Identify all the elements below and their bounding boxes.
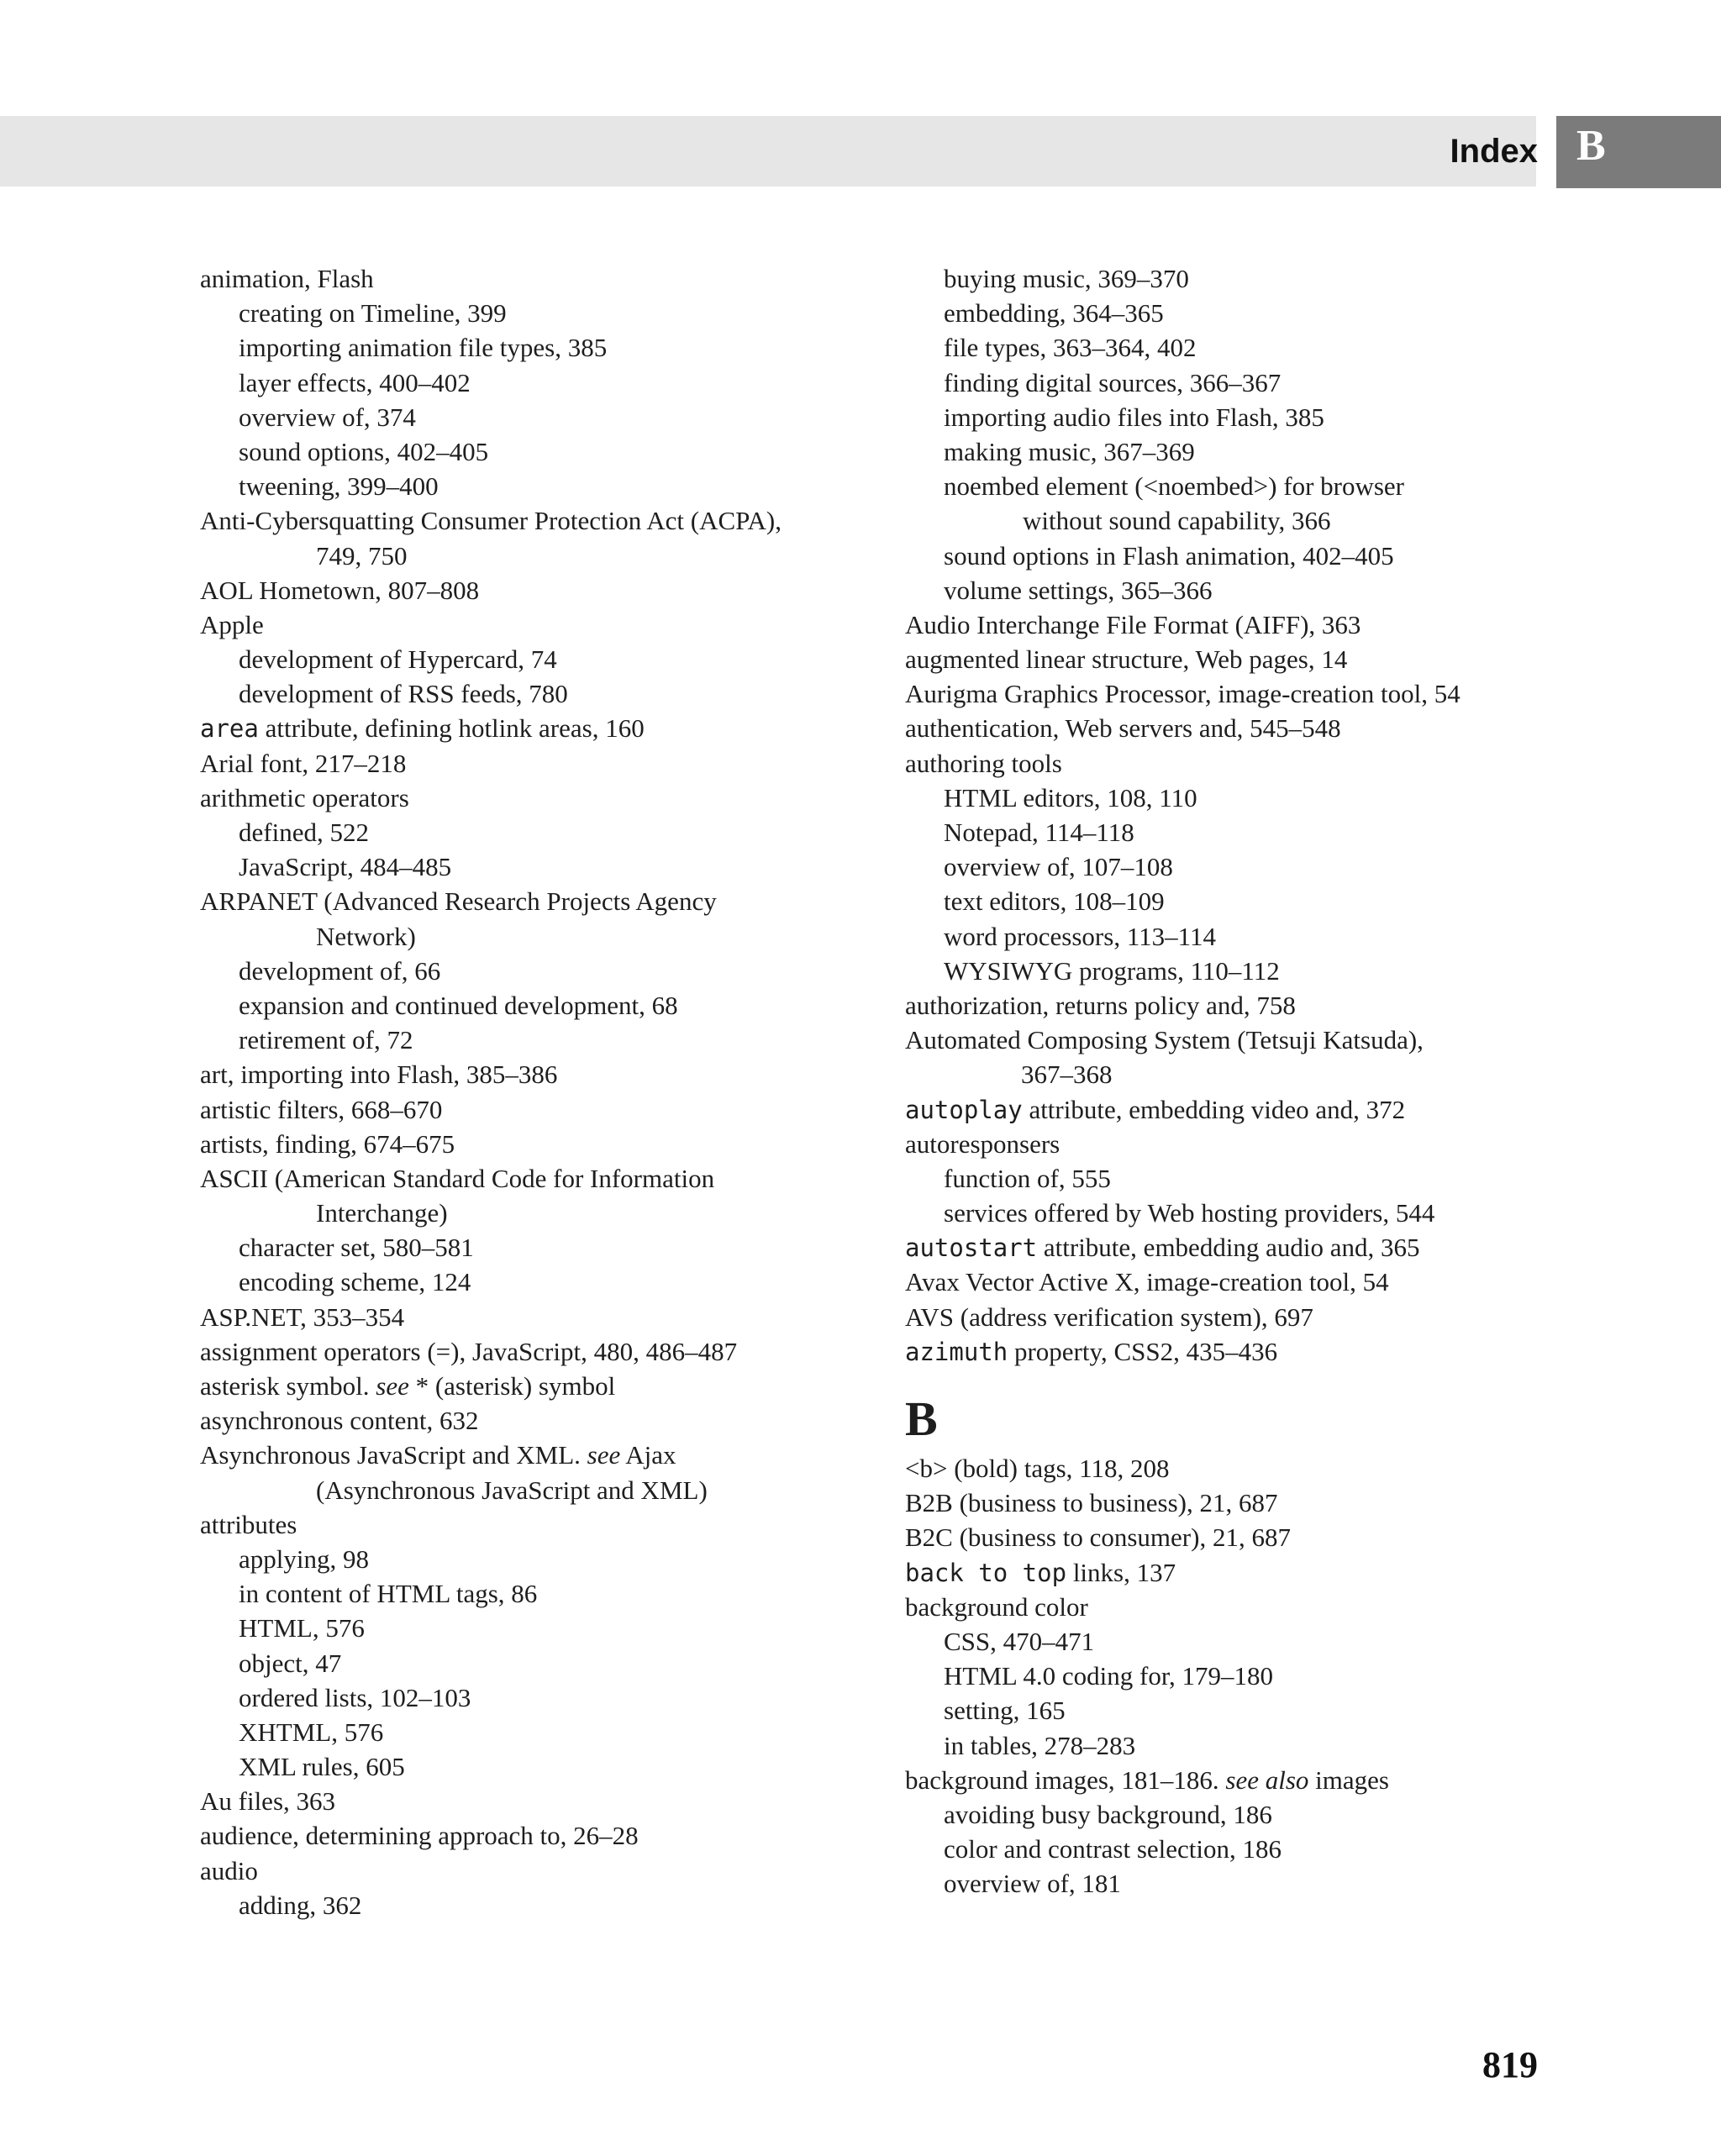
entry-text: in content of HTML tags, 86: [239, 1579, 538, 1609]
entry-text: art, importing into Flash, 385–386: [200, 1060, 558, 1090]
index-subentry: [905, 296, 1544, 330]
entry-text: adding, 362: [239, 1890, 362, 1920]
cross-reference-target: * (asterisk) symbol: [408, 1371, 616, 1401]
entry-text: overview of, 107–108: [944, 852, 1173, 882]
entry-text: AVS (address verification system), 697: [905, 1301, 1313, 1332]
entry-text: creating on Timeline, 399: [239, 298, 507, 329]
entry-text: finding digital sources, 366–367: [944, 367, 1282, 397]
entry-text: file types, 363–364, 402: [944, 333, 1197, 363]
entry-text: attribute, embedding video and, 372: [1022, 1094, 1406, 1124]
entry-text: B2C (business to consumer), 21, 687: [905, 1522, 1291, 1553]
entry-text: word processors, 113–114: [944, 921, 1217, 951]
entry-text: autoresponsers: [905, 1128, 1060, 1159]
entry-text: Notepad, 114–118: [944, 818, 1134, 847]
entry-text: artistic filters, 668–670: [200, 1094, 443, 1124]
entry-text: character set, 580–581: [239, 1233, 474, 1263]
index-entry: [905, 1590, 1544, 1624]
entry-text: layer effects, 400–402: [239, 367, 471, 397]
index-subentry: [905, 781, 1544, 815]
index-subentry: [200, 1611, 839, 1645]
entry-text: CSS, 470–471: [944, 1626, 1095, 1656]
index-subentry: [200, 330, 839, 365]
index-entry: [200, 1854, 839, 1888]
index-entry: [905, 1092, 1544, 1127]
index-entry-continuation: [200, 919, 839, 954]
entry-text: assignment operators (=), JavaScript, 480, 486–487: [200, 1336, 738, 1366]
running-header-title: Index: [1450, 133, 1538, 170]
entry-text: services offered by Web hosting providers, 544: [944, 1198, 1435, 1228]
entry-text: in tables, 278–283: [944, 1730, 1136, 1760]
index-subentry: [905, 919, 1544, 954]
index-entry: [905, 1300, 1544, 1334]
entry-text: encoding scheme, 124: [239, 1267, 471, 1297]
index-entry: [200, 503, 839, 538]
entry-text: animation, Flash: [200, 264, 374, 293]
index-entry-continuation: [905, 503, 1544, 538]
entry-text: HTML 4.0 coding for, 179–180: [944, 1661, 1273, 1691]
index-subentry: [905, 954, 1544, 988]
entry-text: Aurigma Graphics Processor, image-creation tool, 54: [905, 679, 1460, 709]
entry-text: making music, 367–369: [944, 436, 1195, 466]
entry-text: 367–368: [1021, 1060, 1113, 1090]
index-entry: [905, 1451, 1544, 1486]
index-subentry: [905, 1728, 1544, 1763]
index-subentry: [905, 400, 1544, 434]
entry-text: XML rules, 605: [239, 1752, 405, 1782]
index-subentry: [200, 1680, 839, 1715]
index-subentry: [200, 1542, 839, 1576]
index-entry: [905, 1763, 1544, 1797]
page-number: 819: [1482, 2044, 1538, 2085]
letter-tab-letter: B: [1576, 122, 1606, 170]
code-term: autoplay: [905, 1095, 1023, 1124]
code-term: area: [200, 714, 259, 744]
index-entry: [905, 1555, 1544, 1590]
entry-text: audience, determining approach to, 26–28: [200, 1821, 639, 1851]
entry-text: Network): [316, 921, 416, 951]
index-entry: [200, 781, 839, 815]
entry-text: attribute, embedding audio and, 365: [1037, 1233, 1420, 1263]
index-entry: [905, 607, 1544, 642]
index-subentry: [905, 1196, 1544, 1230]
entry-text: setting, 165: [944, 1696, 1066, 1726]
index-subentry: [200, 365, 839, 400]
index-subentry: [200, 988, 839, 1023]
index-subentry: [200, 849, 839, 884]
entry-text: Automated Composing System (Tetsuji Katsuda),: [905, 1025, 1424, 1055]
entry-text: development of Hypercard, 74: [239, 644, 557, 675]
entry-text: defined, 522: [239, 818, 369, 847]
entry-text: HTML editors, 108, 110: [944, 782, 1197, 812]
entry-text: Audio Interchange File Format (AIFF), 363: [905, 609, 1361, 639]
entry-text: asterisk symbol.: [200, 1371, 376, 1401]
index-subentry: [905, 261, 1544, 296]
index-subentry: [200, 469, 839, 503]
running-header-band: [0, 116, 1536, 187]
code-term: back to top: [905, 1558, 1067, 1587]
entry-text: overview of, 374: [239, 402, 416, 432]
entry-text: Arial font, 217–218: [200, 748, 407, 778]
index-entry: [200, 607, 839, 642]
index-entry: [200, 884, 839, 918]
index-entry: [200, 1507, 839, 1542]
index-subentry: [905, 849, 1544, 884]
entry-text: audio: [200, 1855, 258, 1885]
entry-text: development of, 66: [239, 955, 441, 986]
index-column-right: [905, 261, 1544, 1901]
index-subentry: [905, 365, 1544, 400]
entry-text: buying music, 369–370: [944, 264, 1189, 293]
entry-text: avoiding busy background, 186: [944, 1799, 1272, 1829]
entry-text: ARPANET (Advanced Research Projects Agency: [200, 886, 717, 917]
index-entry: [905, 1486, 1544, 1520]
entry-text: Au files, 363: [200, 1786, 336, 1817]
entry-text: without sound capability, 366: [1023, 506, 1331, 536]
index-subentry: [200, 1265, 839, 1299]
entry-text: property, CSS2, 435–436: [1008, 1336, 1278, 1366]
index-subentry: [905, 1659, 1544, 1693]
index-subentry: [905, 884, 1544, 918]
entry-text: expansion and continued development, 68: [239, 990, 678, 1020]
entry-text: applying, 98: [239, 1543, 369, 1574]
entry-text: (Asynchronous JavaScript and XML): [316, 1475, 708, 1505]
entry-text: ordered lists, 102–103: [239, 1682, 471, 1712]
index-subentry: [200, 815, 839, 849]
index-entry: [200, 711, 839, 745]
entry-text: text editors, 108–109: [944, 886, 1165, 917]
cross-reference-target: images: [1308, 1764, 1389, 1795]
entry-text: background images, 181–186.: [905, 1764, 1226, 1795]
entry-text: embedding, 364–365: [944, 298, 1164, 329]
index-entry: [905, 1023, 1544, 1057]
index-entry: [200, 1369, 839, 1403]
index-entry: [905, 988, 1544, 1023]
entry-text: AOL Hometown, 807–808: [200, 575, 480, 605]
index-subentry: [905, 1866, 1544, 1901]
entry-text: ASCII (American Standard Code for Information: [200, 1163, 715, 1193]
index-subentry: [200, 954, 839, 988]
entry-text: overview of, 181: [944, 1869, 1121, 1899]
entry-text: function of, 555: [944, 1163, 1111, 1193]
entry-text: color and contrast selection, 186: [944, 1834, 1282, 1864]
index-entry: [200, 261, 839, 296]
index-subentry: [905, 573, 1544, 607]
entry-text: attribute, defining hotlink areas, 160: [258, 713, 645, 744]
index-subentry: [905, 1797, 1544, 1832]
index-entry: [200, 1403, 839, 1438]
entry-text: object, 47: [239, 1648, 342, 1678]
index-subentry: [200, 1749, 839, 1784]
index-entry: [905, 1520, 1544, 1554]
index-subentry: [905, 469, 1544, 503]
entry-text: HTML, 576: [239, 1613, 365, 1643]
entry-text: background color: [905, 1591, 1088, 1622]
index-entry-continuation: [200, 539, 839, 573]
entry-text: authentication, Web servers and, 545–548: [905, 713, 1341, 744]
index-column-left: [200, 261, 839, 1922]
entry-text: WYSIWYG programs, 110–112: [944, 955, 1280, 986]
index-subentry: [905, 815, 1544, 849]
entry-text: 749, 750: [316, 540, 408, 571]
index-subentry: [200, 1576, 839, 1611]
index-entry: [200, 1057, 839, 1091]
entry-text: importing animation file types, 385: [239, 333, 608, 363]
entry-text: asynchronous content, 632: [200, 1406, 479, 1436]
index-entry: [200, 1334, 839, 1369]
cross-reference-target: Ajax: [620, 1440, 676, 1470]
cross-reference-see: see also: [1225, 1764, 1309, 1795]
entry-text: arithmetic operators: [200, 782, 409, 812]
index-subentry: [200, 434, 839, 469]
index-entry: [200, 1127, 839, 1161]
entry-text: noembed element (<noembed>) for browser: [944, 471, 1404, 502]
index-entry: [905, 1334, 1544, 1369]
index-entry: [200, 1300, 839, 1334]
index-entry: [905, 711, 1544, 745]
index-entry-continuation: [200, 1473, 839, 1507]
entry-text: Interchange): [316, 1198, 448, 1228]
index-entry: [200, 1818, 839, 1853]
index-entry: [905, 1127, 1544, 1161]
entry-text: Asynchronous JavaScript and XML.: [200, 1440, 587, 1470]
entry-text: Apple: [200, 609, 264, 639]
entry-text: volume settings, 365–366: [944, 575, 1213, 605]
index-entry: [905, 1265, 1544, 1299]
code-term: azimuth: [905, 1337, 1008, 1366]
index-entry: [905, 1230, 1544, 1265]
index-subentry: [200, 1023, 839, 1057]
index-subentry: [200, 1715, 839, 1749]
entry-text: augmented linear structure, Web pages, 14: [905, 644, 1348, 675]
index-entry: [200, 746, 839, 781]
index-subentry: [905, 1161, 1544, 1196]
entry-text: Avax Vector Active X, image-creation tool, 54: [905, 1267, 1389, 1297]
index-entry: [200, 1784, 839, 1818]
index-entry-continuation: [905, 1057, 1544, 1091]
index-entry: [200, 1438, 839, 1472]
index-subentry: [200, 642, 839, 676]
section-heading: B: [905, 1391, 938, 1446]
entry-text: tweening, 399–400: [239, 471, 439, 502]
code-term: autostart: [905, 1233, 1038, 1263]
entry-text: JavaScript, 484–485: [239, 852, 452, 882]
index-subentry: [200, 400, 839, 434]
index-entry: [200, 573, 839, 607]
entry-text: B2B (business to business), 21, 687: [905, 1488, 1278, 1518]
entry-text: retirement of, 72: [239, 1025, 413, 1055]
entry-text: authoring tools: [905, 748, 1062, 778]
index-entry: [905, 642, 1544, 676]
entry-text: Anti-Cybersquatting Consumer Protection Act (ACPA),: [200, 506, 782, 536]
entry-text: attributes: [200, 1509, 297, 1539]
entry-text: links, 137: [1066, 1557, 1176, 1587]
index-entry: [200, 1092, 839, 1127]
entry-text: sound options in Flash animation, 402–405: [944, 540, 1394, 571]
index-subentry: [905, 1832, 1544, 1866]
index-subentry: [200, 296, 839, 330]
index-entry: [905, 676, 1544, 711]
index-subentry: [200, 1646, 839, 1680]
index-subentry: [200, 1230, 839, 1265]
index-entry: [905, 746, 1544, 781]
entry-text: importing audio files into Flash, 385: [944, 402, 1324, 432]
index-subentry: [200, 1888, 839, 1922]
entry-text: artists, finding, 674–675: [200, 1128, 455, 1159]
index-subentry: [905, 434, 1544, 469]
entry-text: ASP.NET, 353–354: [200, 1301, 405, 1332]
index-entry-continuation: [200, 1196, 839, 1230]
index-subentry: [905, 539, 1544, 573]
index-subentry: [905, 1624, 1544, 1659]
entry-text: XHTML, 576: [239, 1717, 384, 1747]
entry-text: development of RSS feeds, 780: [239, 679, 568, 709]
index-subentry: [905, 1693, 1544, 1727]
cross-reference-see: see: [587, 1440, 621, 1470]
index-entry: [200, 1161, 839, 1196]
entry-text: sound options, 402–405: [239, 436, 489, 466]
entry-text: <b> (bold) tags, 118, 208: [905, 1454, 1170, 1483]
cross-reference-see: see: [376, 1371, 409, 1401]
entry-text: authorization, returns policy and, 758: [905, 990, 1296, 1020]
index-subentry: [200, 676, 839, 711]
index-subentry: [905, 330, 1544, 365]
